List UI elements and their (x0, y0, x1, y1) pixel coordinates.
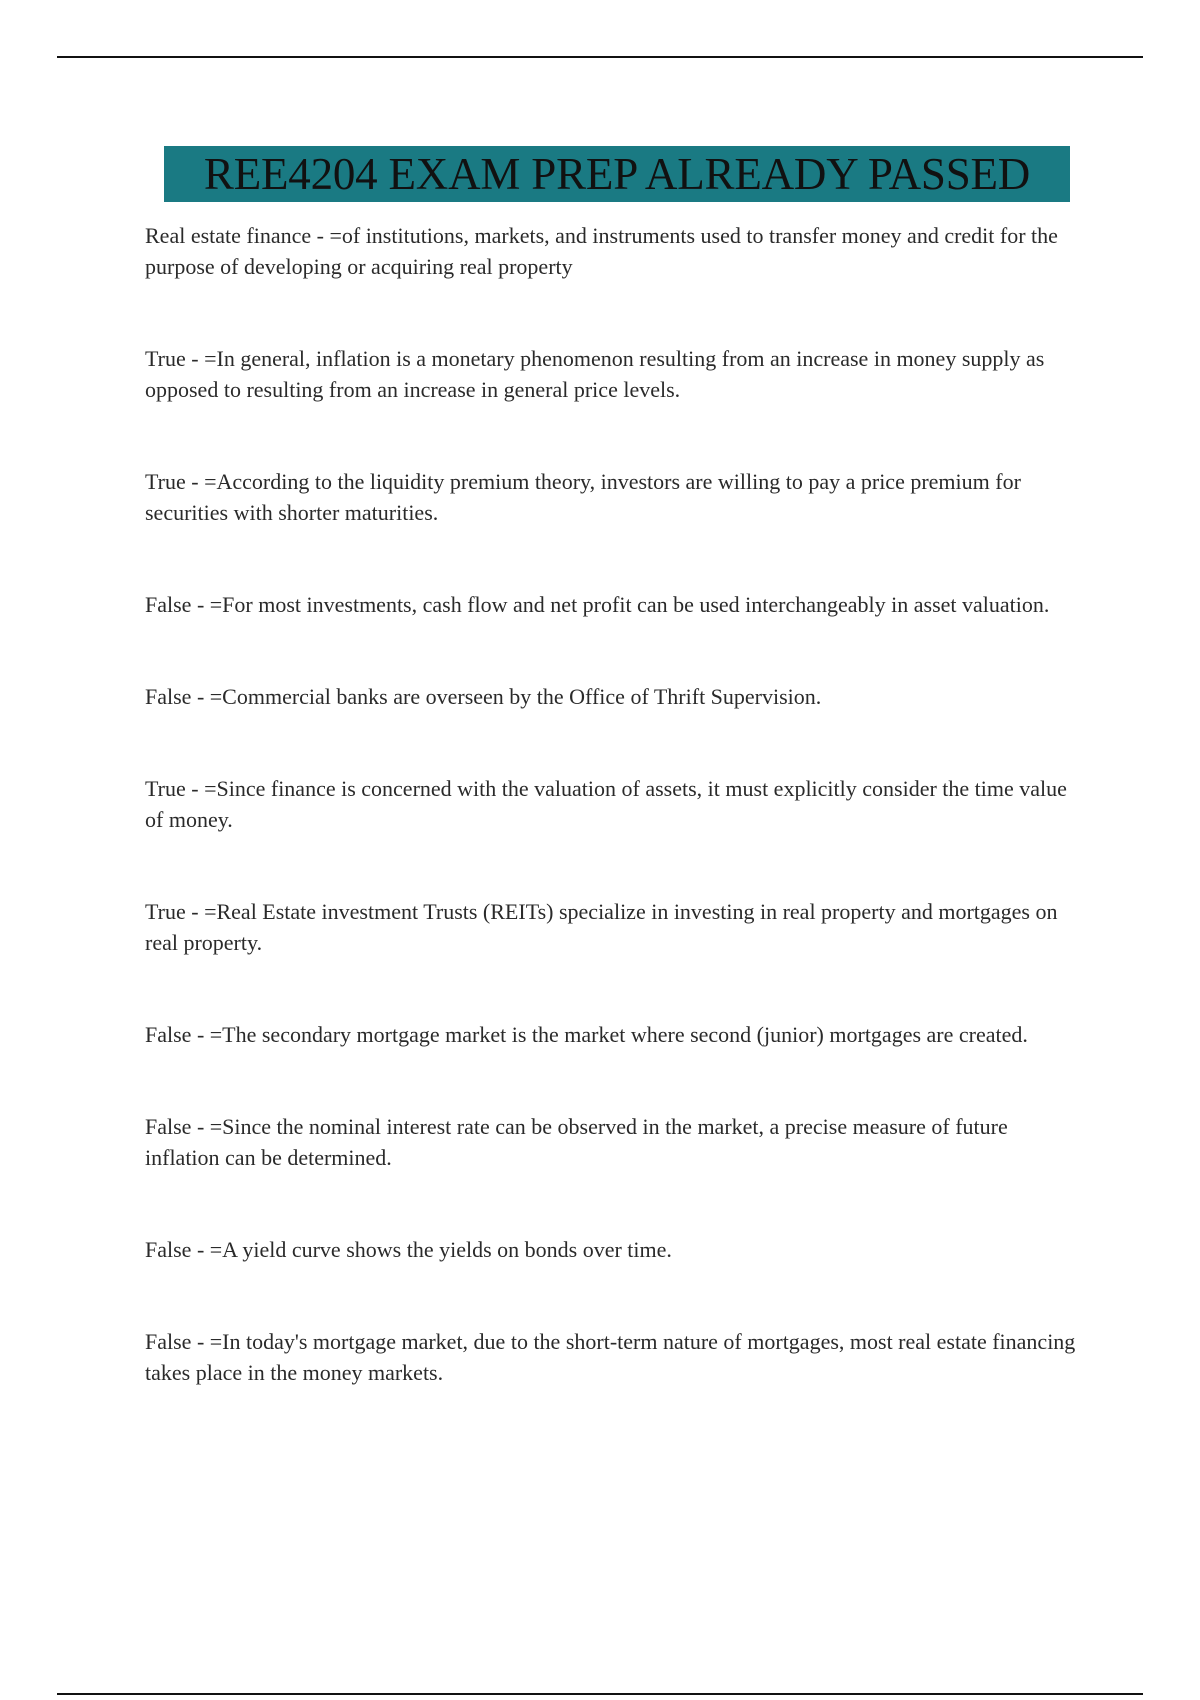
qa-item: True - =Since finance is concerned with the valuation of assets, it must explicitly consider the time value of money. (145, 776, 1067, 832)
page-title: REE4204 EXAM PREP ALREADY PASSED (203, 148, 1031, 199)
bottom-rule (57, 1693, 1143, 1695)
qa-item: True - =In general, inflation is a monetary phenomenon resulting from an increase in money supply as opposed to resulting from an increase in general price levels. (145, 346, 1045, 402)
qa-item: False - =Commercial banks are overseen by the Office of Thrift Supervision. (145, 684, 822, 709)
qa-item: False - =In today's mortgage market, due to the short-term nature of mortgages, most real estate financing takes place in the money markets. (145, 1329, 1076, 1385)
qa-list (145, 220, 1085, 1449)
qa-item: False - =For most investments, cash flow and net profit can be used interchangeably in asset valuation. (145, 592, 1050, 617)
qa-item: False - =Since the nominal interest rate can be observed in the market, a precise measure of future inflation can be determined. (145, 1114, 1008, 1170)
top-rule (57, 56, 1143, 58)
qa-item: True - =According to the liquidity premium theory, investors are willing to pay a price premium for securities with shorter maturities. (145, 469, 1021, 525)
qa-item: False - =The secondary mortgage market is the market where second (junior) mortgages are created. (145, 1022, 1028, 1047)
title-banner (164, 146, 1070, 202)
qa-item: True - =Real Estate investment Trusts (REITs) specialize in investing in real property and mortgages on real property. (145, 899, 1058, 955)
qa-item: False - =A yield curve shows the yields on bonds over time. (145, 1237, 672, 1262)
qa-item: Real estate finance - =of institutions, markets, and instruments used to transfer money and credit for the purpose of developing or acquiring real property (145, 223, 1058, 279)
